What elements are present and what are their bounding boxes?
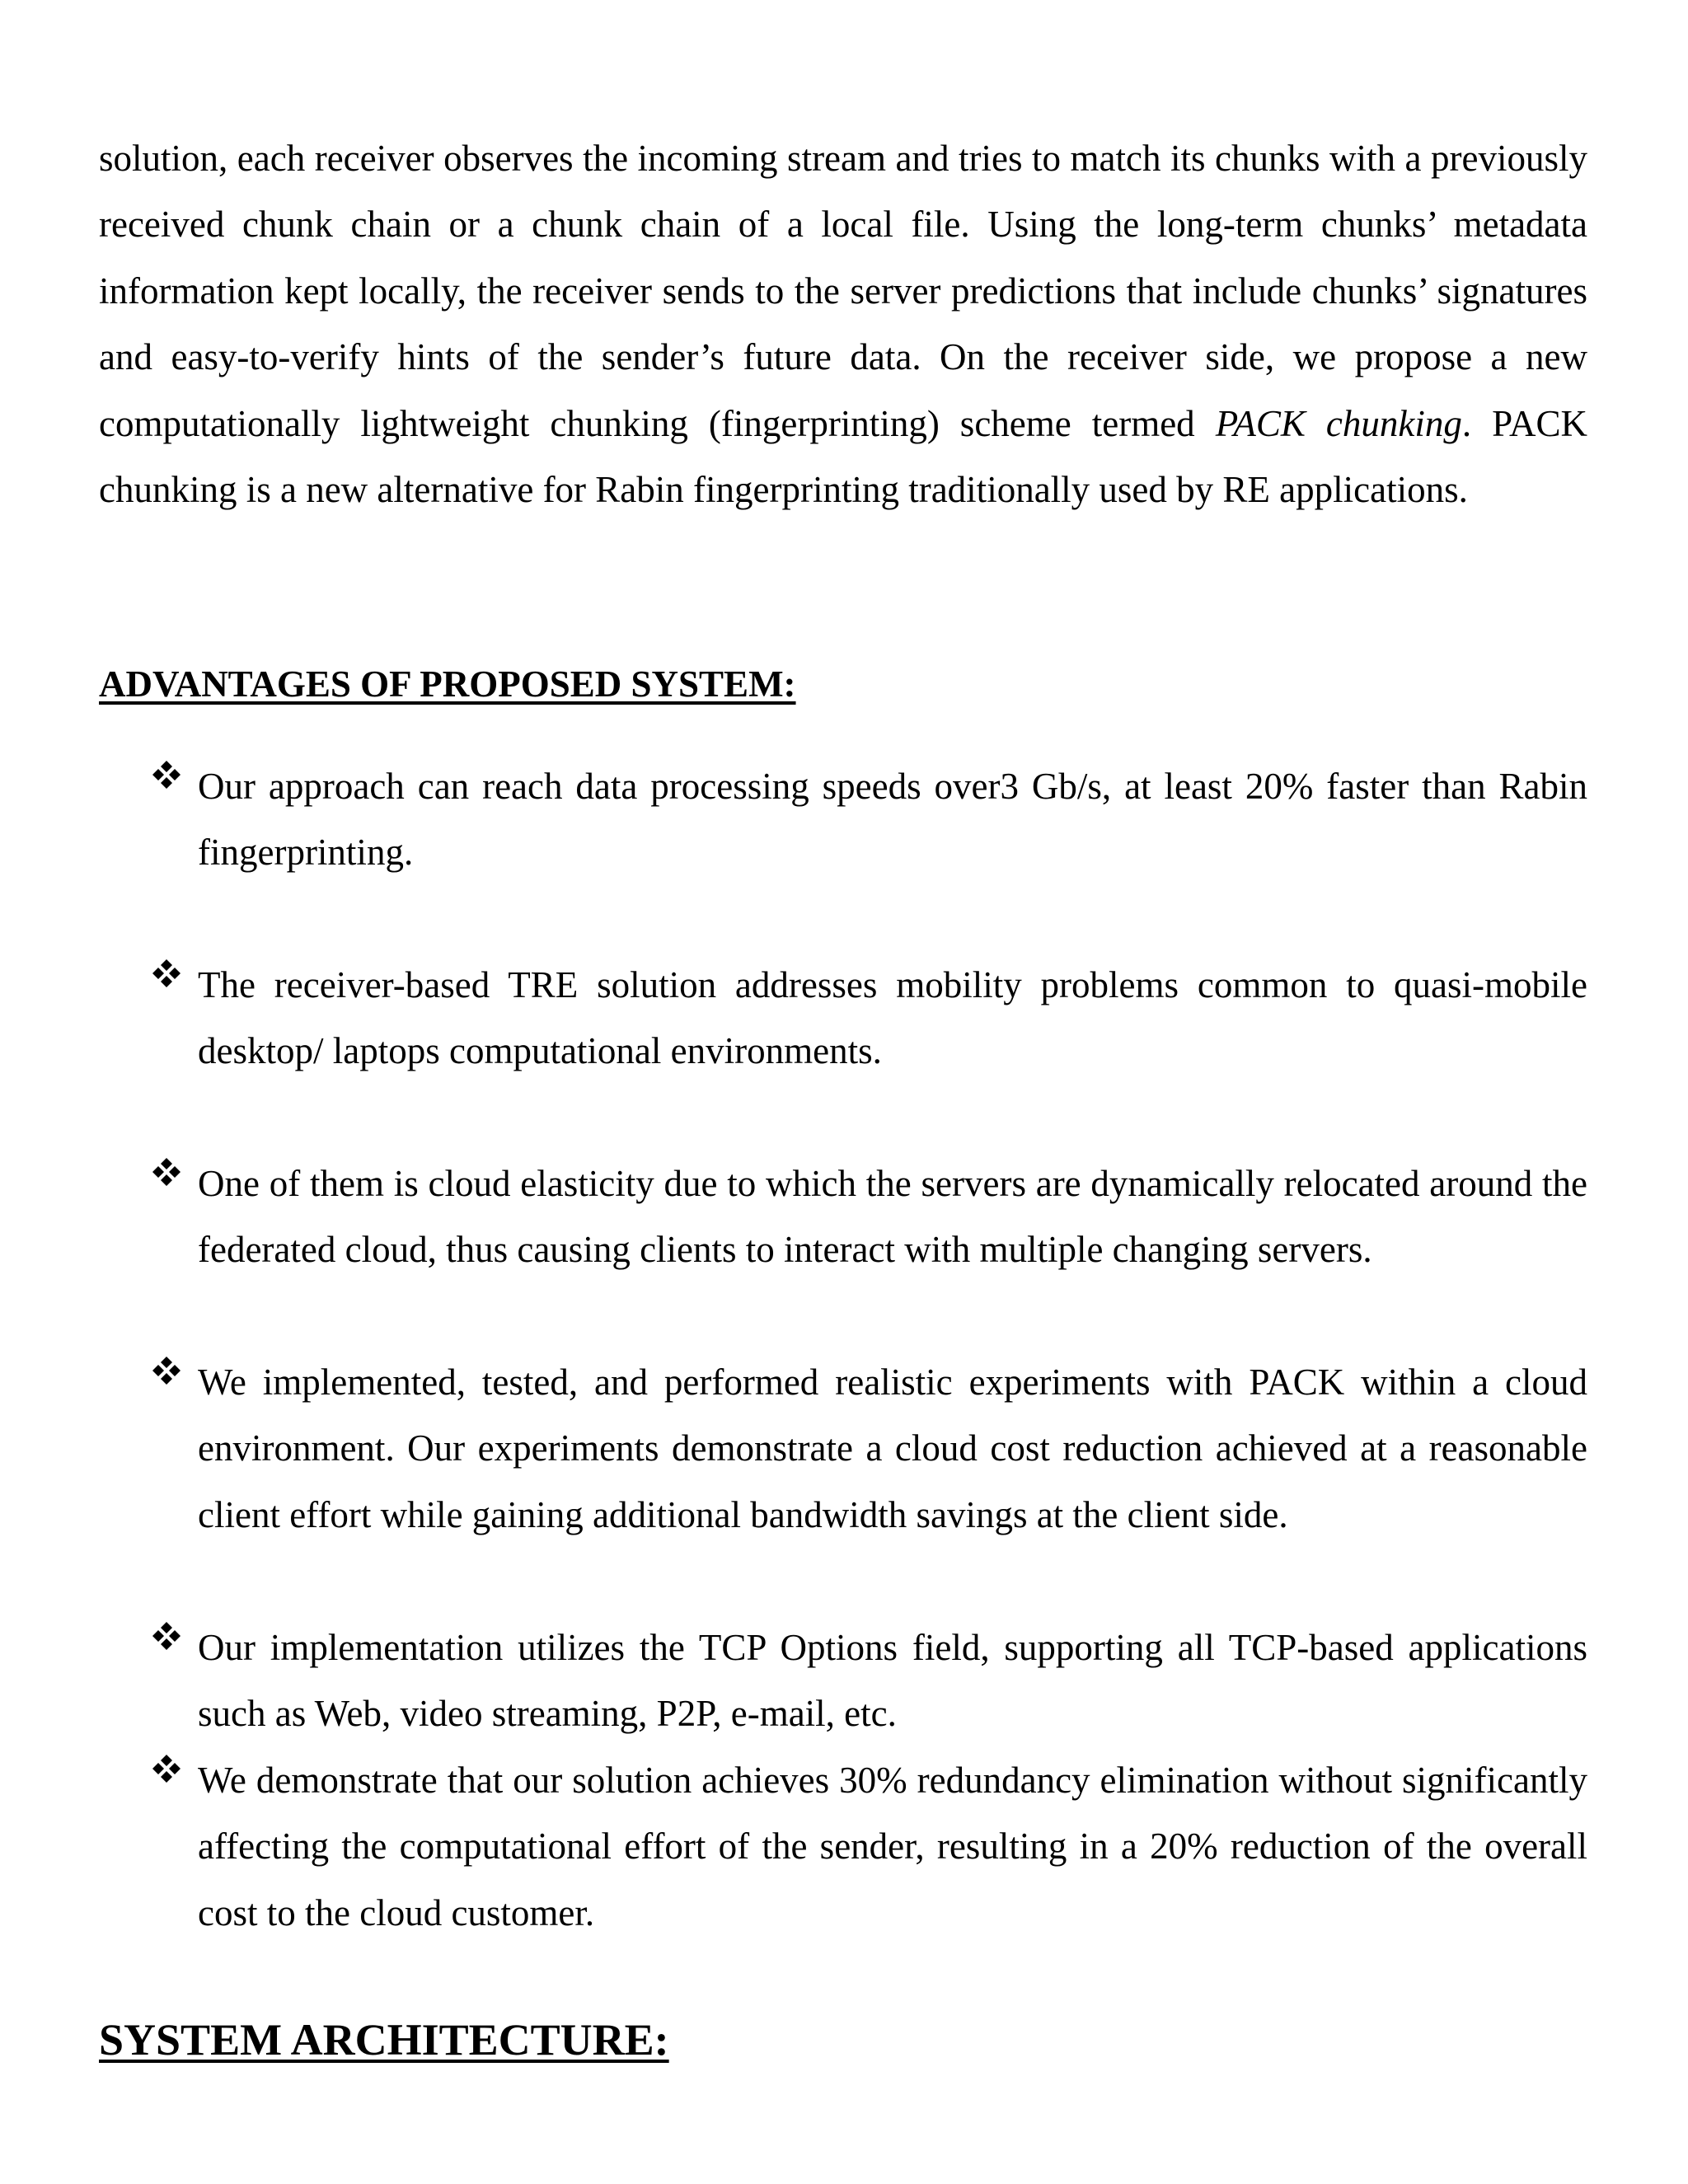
list-item-text: The receiver-based TRE solution addresses mobility problems common to quasi-mobile desktop/ laptops computational environments.: [198, 964, 1587, 1072]
architecture-heading: SYSTEM ARCHITECTURE:: [99, 2015, 669, 2064]
four-diamond-icon: [150, 1619, 183, 1652]
four-diamond-icon: [150, 957, 183, 990]
intro-term-italic: PACK chunking: [1215, 402, 1462, 444]
four-diamond-icon: [150, 758, 183, 791]
list-item-text: One of them is cloud elasticity due to which the servers are dynamically relocated around the federated cloud, thus causing clients to interact with multiple changing servers.: [198, 1163, 1587, 1271]
four-diamond-icon: [150, 1354, 183, 1387]
list-item-text: We implemented, tested, and performed realistic experiments with PACK within a cloud environment. Our experiments demonstrate a cloud cost reduction achieved at a reasonable client effort while gaining additional bandwidth savings at the client side.: [198, 1361, 1587, 1535]
intro-paragraph: [99, 125, 1587, 523]
intro-text-after: . PACK chunking is a new alternative for Rabin fingerprinting traditionally used by RE applications.: [99, 402, 1587, 511]
advantages-heading: ADVANTAGES OF PROPOSED SYSTEM:: [99, 663, 796, 705]
intro-text-before: solution, each receiver observes the incoming stream and tries to match its chunks with a previously received chunk chain or a chunk chain of a local file. Using the long-term chunks’ metadata information kept locally, the receiver sends to the server predictions that include chunks’ signatures and easy-to-verify hints of the sender’s future data. On the receiver side, we propose a new computationally lightweight chunking (fingerprinting) scheme termed: [99, 138, 1587, 444]
four-diamond-icon: [150, 1155, 183, 1188]
list-item-text: Our approach can reach data processing speeds over3 Gb/s, at least 20% faster than Rabin fingerprinting.: [198, 766, 1587, 874]
list-item-text: We demonstrate that our solution achieves 30% redundancy elimination without significantly affecting the computational effort of the sender, resulting in a 20% reduction of the overall cost to the cloud customer.: [198, 1760, 1587, 1933]
four-diamond-icon: [150, 1752, 183, 1785]
list-item-text: Our implementation utilizes the TCP Options field, supporting all TCP-based applications such as Web, video streaming, P2P, e-mail, etc.: [198, 1627, 1587, 1735]
